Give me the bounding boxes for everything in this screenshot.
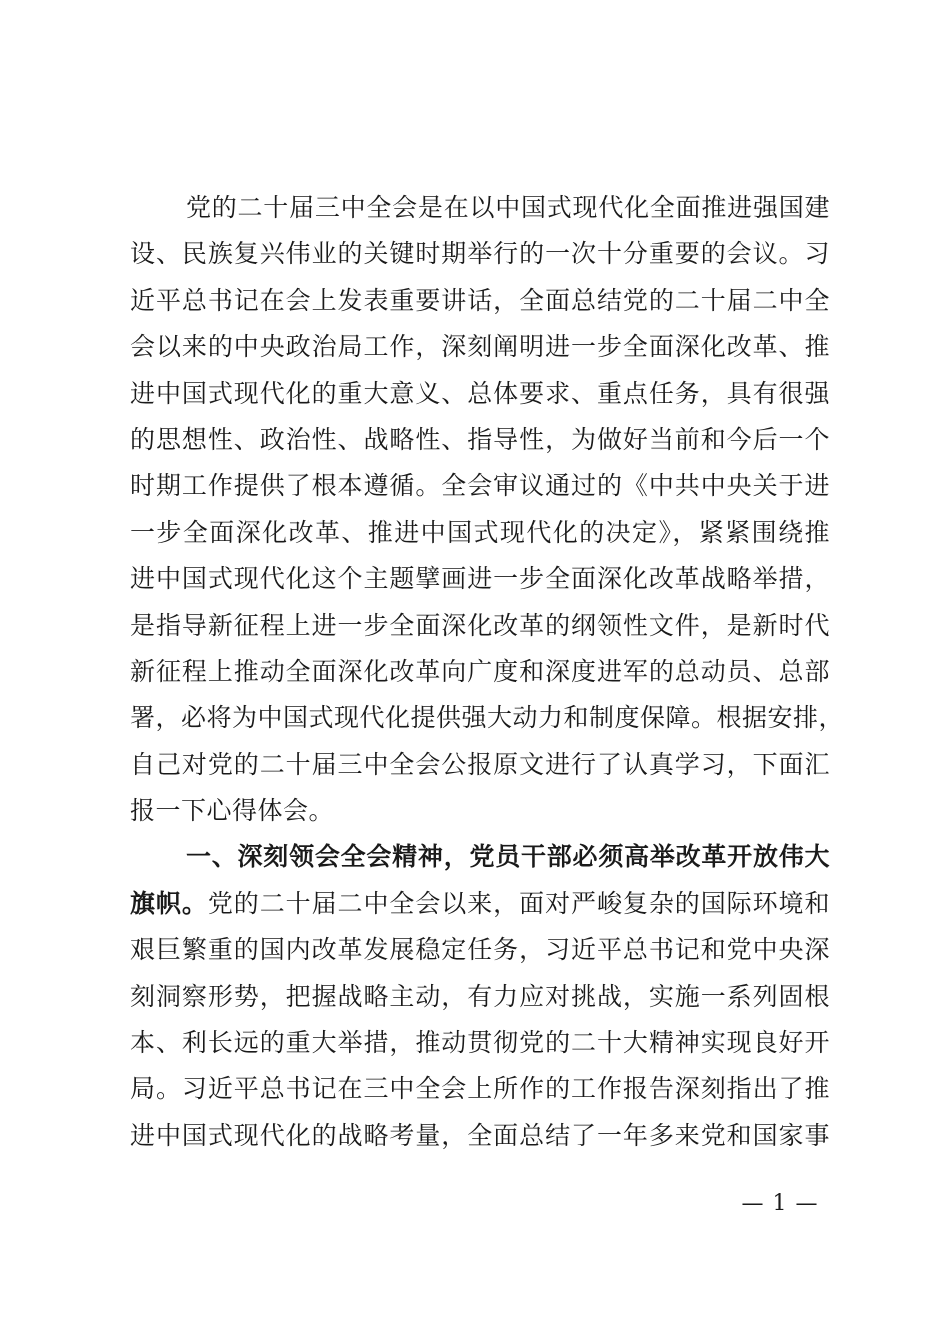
paragraph-line: 自己对党的二十届三中全会公报原文进行了认真学习，下面汇 (130, 749, 830, 779)
paragraph-line: 进中国式现代化的战略考量，全面总结了一年多来党和国家事 (130, 1120, 830, 1150)
paragraph-line: 设、民族复兴伟业的关键时期举行的一次十分重要的会议。习 (130, 239, 830, 269)
paragraph-line: 时期工作提供了根本遵循。全会审议通过的《中共中央关于进 (130, 471, 830, 501)
paragraph-line: 局。习近平总书记在三中全会上所作的工作报告深刻指出了推 (130, 1074, 830, 1104)
section-heading: 一、深刻领会全会精神，党员干部必须高举改革开放伟大 (186, 842, 830, 872)
paragraph-line: 近平总书记在会上发表重要讲话，全面总结党的二十届二中全 (130, 285, 830, 315)
intro-paragraph (130, 185, 845, 834)
paragraph-line: 的思想性、政治性、战略性、指导性，为做好当前和今后一个 (130, 424, 830, 454)
paragraph-line: 党的二十届三中全会是在以中国式现代化全面推进强国建 (186, 193, 830, 222)
paragraph-line: 会以来的中央政治局工作，深刻阐明进一步全面深化改革、推 (130, 332, 830, 362)
document-body (130, 185, 845, 1159)
paragraph-line: 刻洞察形势，把握战略主动，有力应对挑战，实施一系列固根 (130, 981, 830, 1011)
paragraph-line: 进中国式现代化这个主题擘画进一步全面深化改革战略举措， (130, 564, 830, 594)
paragraph-text: 党的二十届二中全会以来，面对严峻复杂的国际环境和 (207, 888, 830, 918)
paragraph-line: 报一下心得体会。 (130, 796, 335, 826)
paragraph-line: 是指导新征程上进一步全面深化改革的纲领性文件，是新时代 (130, 610, 830, 640)
paragraph-line: 新征程上推动全面深化改革向广度和深度进军的总动员、总部 (130, 656, 830, 686)
paragraph-line: 艰巨繁重的国内改革发展稳定任务，习近平总书记和党中央深 (130, 935, 830, 965)
section-one (130, 834, 830, 1159)
paragraph-line: 一步全面深化改革、推进中国式现代化的决定》，紧紧围绕推 (130, 517, 830, 547)
paragraph-line (130, 881, 830, 927)
section-heading-end: 旗帜。 (130, 888, 208, 918)
page-number: — 1 — (741, 1191, 819, 1216)
paragraph-line: 本、利长远的重大举措，推动贯彻党的二十大精神实现良好开 (130, 1028, 830, 1058)
paragraph-line: 署，必将为中国式现代化提供强大动力和制度保障。根据安排， (130, 703, 845, 733)
paragraph-line: 进中国式现代化的重大意义、总体要求、重点任务，具有很强 (130, 378, 830, 408)
